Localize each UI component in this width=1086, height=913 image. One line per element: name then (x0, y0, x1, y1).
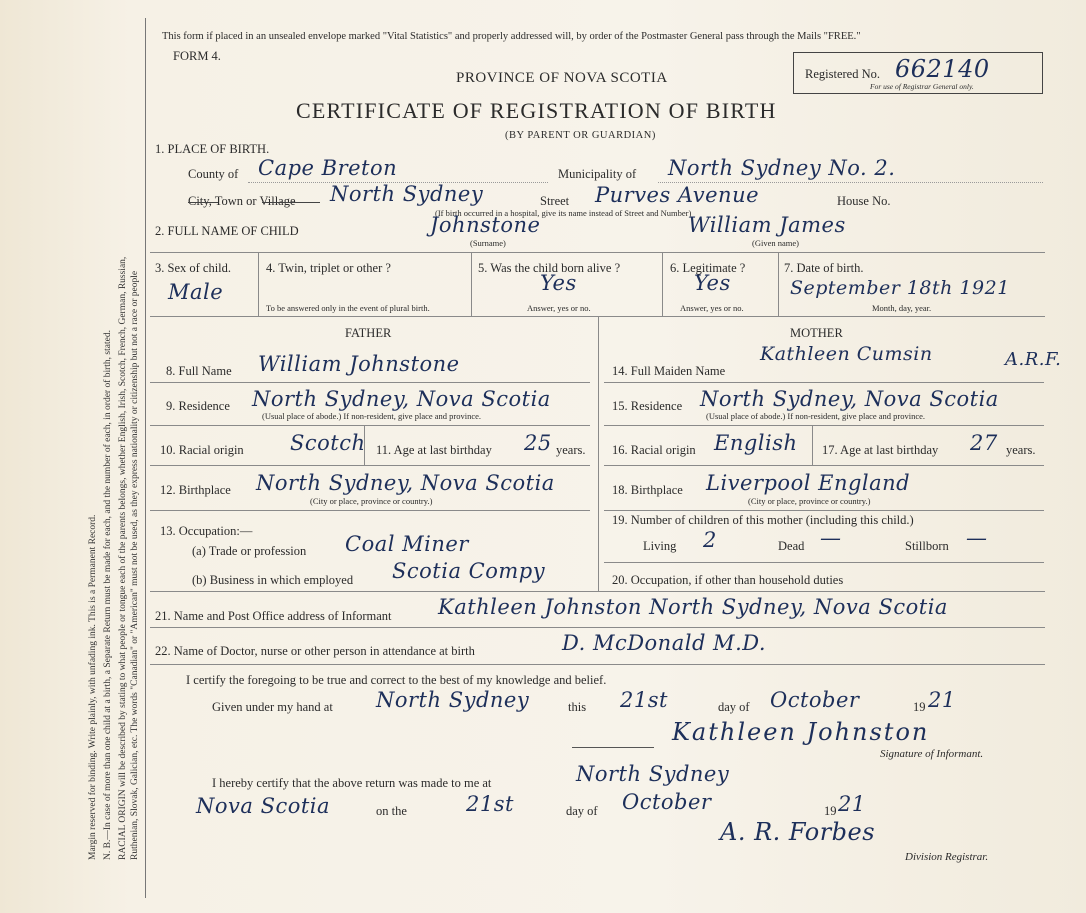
given-name-note: (Given name) (752, 238, 799, 248)
parents-divider (598, 316, 599, 591)
father-name: William Johnstone (258, 352, 460, 376)
father-heading: FATHER (345, 326, 392, 340)
registrar-only-note: For use of Registrar General only. (870, 82, 974, 91)
form-left-border (145, 18, 146, 898)
village-strikeout (262, 202, 320, 203)
this-label: this (568, 700, 587, 714)
city-label: City, Town or Village (188, 194, 296, 208)
city-value: North Sydney (330, 182, 484, 206)
child-given-name: William James (688, 213, 846, 237)
father-business-label: (b) Business in which employed (192, 573, 354, 587)
father-trade-label: (a) Trade or profession (192, 544, 307, 558)
mother-years-label: years. (1006, 443, 1036, 457)
registered-label: Registered No. (805, 67, 880, 81)
legit-label: 6. Legitimate ? (670, 261, 746, 275)
legit-note: Answer, yes or no. (680, 303, 744, 313)
county-label: County of (188, 167, 239, 181)
birth-date-note: Month, day, year. (872, 303, 932, 313)
mother-heading: MOTHER (790, 326, 843, 340)
father-years-label: years. (556, 443, 586, 457)
county-value: Cape Breton (258, 156, 398, 180)
place-of-birth-label: 1. PLACE OF BIRTH. (155, 142, 270, 156)
alive-note: Answer, yes or no. (527, 303, 591, 313)
sex-value: Male (168, 280, 224, 304)
registrar-day: 21st (466, 792, 514, 816)
row3-top-rule (150, 252, 1045, 253)
father-age: 25 (524, 431, 552, 455)
mother-birthplace-label: 18. Birthplace (612, 483, 683, 497)
father-trade: Coal Miner (345, 532, 469, 556)
certify-month: October (770, 688, 860, 712)
mother-residence-note: (Usual place of abode.) If non-resident, give place and province. (706, 411, 926, 421)
father-residence: North Sydney, Nova Scotia (252, 387, 551, 411)
mother-name: Kathleen Cumsin (760, 343, 933, 365)
birth-date-label: 7. Date of birth. (784, 261, 864, 275)
mother-birthplace-note: (City or place, province or country.) (748, 496, 871, 506)
certify-year: 21 (928, 688, 956, 712)
alive-label: 5. Was the child born alive ? (478, 261, 621, 275)
registrar-day-of-label: day of (566, 804, 598, 818)
mother-occupation-label: 20. Occupation, if other than household duties (612, 573, 844, 587)
children-count-label: 19. Number of children of this mother (including this child.) (612, 513, 914, 527)
registered-number: 662140 (895, 55, 990, 83)
margin-note-2: N. B.—In case of more than one child at a birth, a Separate Return must be made for each, and the number of each, in order of birth, stated. (103, 330, 113, 860)
certify-year-prefix: 19 (913, 700, 926, 714)
mail-notice: This form if placed in an unsealed envelope marked "Vital Statistics" and properly addressed will, by order of the Postmaster General pass through the Mails "FREE." (162, 31, 861, 42)
certify-day: 21st (620, 688, 668, 712)
father-business: Scotia Compy (392, 559, 546, 583)
mother-race: English (714, 431, 798, 455)
twin-label: 4. Twin, triplet or other ? (266, 261, 391, 275)
sex-label: 3. Sex of child. (155, 261, 232, 275)
father-name-label: 8. Full Name (166, 364, 232, 378)
stillborn-label: Stillborn (905, 539, 949, 553)
doctor-value: D. McDonald M.D. (562, 631, 767, 655)
birth-date-value: September 18th 1921 (790, 277, 1010, 299)
living-label: Living (643, 539, 677, 553)
registrar-signature-label: Division Registrar. (905, 851, 989, 863)
registrar-place-2: Nova Scotia (196, 794, 331, 818)
municipality-label: Municipality of (558, 167, 637, 181)
living-value: 2 (703, 528, 717, 552)
informant-value: Kathleen Johnston North Sydney, Nova Scotia (438, 595, 948, 619)
hospital-note: (If birth occurred in a hospital, give its name instead of Street and Number) (435, 208, 692, 218)
registrar-signature: A. R. Forbes (720, 818, 876, 846)
registrar-year: 21 (838, 792, 866, 816)
father-occupation-label: 13. Occupation:— (160, 524, 253, 538)
father-birthplace-label: 12. Birthplace (160, 483, 231, 497)
child-name-label: 2. FULL NAME OF CHILD (155, 224, 299, 238)
municipality-value: North Sydney No. 2. (668, 156, 896, 180)
dead-label: Dead (778, 539, 805, 553)
father-race-label: 10. Racial origin (160, 443, 244, 457)
registrar-place-1: North Sydney (576, 762, 730, 786)
child-surname: Johnstone (430, 213, 541, 237)
dead-value: — (820, 526, 842, 550)
given-place: North Sydney (376, 688, 530, 712)
page-subtitle: (BY PARENT OR GUARDIAN) (505, 130, 656, 141)
mother-name-initials: A.R.F. (1005, 349, 1062, 370)
margin-note-3: RACIAL ORIGIN will be described by stating to what people or tongue each of the parents belongs, whether English, Irish, Scotch, French, German, Russian, (118, 256, 128, 860)
father-residence-note: (Usual place of abode.) If non-resident, give place and province. (262, 411, 482, 421)
certify-statement: I certify the foregoing to be true and correct to the best of my knowledge and belief. (186, 673, 607, 687)
certify-day-of-label: day of (718, 700, 750, 714)
mother-age-label: 17. Age at last birthday (822, 443, 939, 457)
mother-birthplace: Liverpool England (706, 471, 911, 495)
father-race: Scotch (290, 431, 366, 455)
legit-value: Yes (694, 271, 731, 295)
given-under-hand-label: Given under my hand at (212, 700, 333, 714)
page-title: CERTIFICATE OF REGISTRATION OF BIRTH (296, 98, 777, 123)
registrar-year-prefix: 19 (824, 804, 837, 818)
informant-signature: Kathleen Johnston (672, 718, 930, 746)
informant-label: 21. Name and Post Office address of Informant (155, 609, 392, 623)
mother-residence-label: 15. Residence (612, 399, 683, 413)
doctor-label: 22. Name of Doctor, nurse or other person in attendance at birth (155, 644, 475, 658)
father-residence-label: 9. Residence (166, 399, 230, 413)
mother-age: 27 (970, 431, 998, 455)
twin-note: To be answered only in the event of plural birth. (266, 303, 430, 313)
father-birthplace: North Sydney, Nova Scotia (256, 471, 555, 495)
mother-race-label: 16. Racial origin (612, 443, 696, 457)
father-birthplace-note: (City or place, province or country.) (310, 496, 433, 506)
registrar-statement: I hereby certify that the above return was made to me at (212, 776, 492, 790)
city-strikeout (188, 202, 218, 203)
house-label: House No. (837, 194, 891, 208)
mother-residence: North Sydney, Nova Scotia (700, 387, 999, 411)
signature-line-short (572, 747, 654, 748)
stillborn-value: — (966, 526, 988, 550)
mother-name-label: 14. Full Maiden Name (612, 364, 726, 378)
alive-value: Yes (540, 271, 577, 295)
street-value: Purves Avenue (595, 183, 760, 207)
form-number: FORM 4. (173, 49, 221, 63)
father-age-label: 11. Age at last birthday (376, 443, 492, 457)
margin-note-4: Ruthenian, Slovak, Galician, etc. The words "Canadian" or "American" must not be used, as they express nationality or citizenship but not a race or people (130, 270, 140, 860)
registrar-month: October (622, 790, 712, 814)
surname-note: (Surname) (470, 238, 506, 248)
street-label: Street (540, 194, 570, 208)
province-heading: PROVINCE OF NOVA SCOTIA (456, 70, 668, 86)
registrar-on-label: on the (376, 804, 407, 818)
informant-signature-label: Signature of Informant. (880, 748, 984, 760)
margin-note-1: Margin reserved for binding. Write plainly, with unfading ink. This is a Permanent Record. (88, 514, 98, 860)
